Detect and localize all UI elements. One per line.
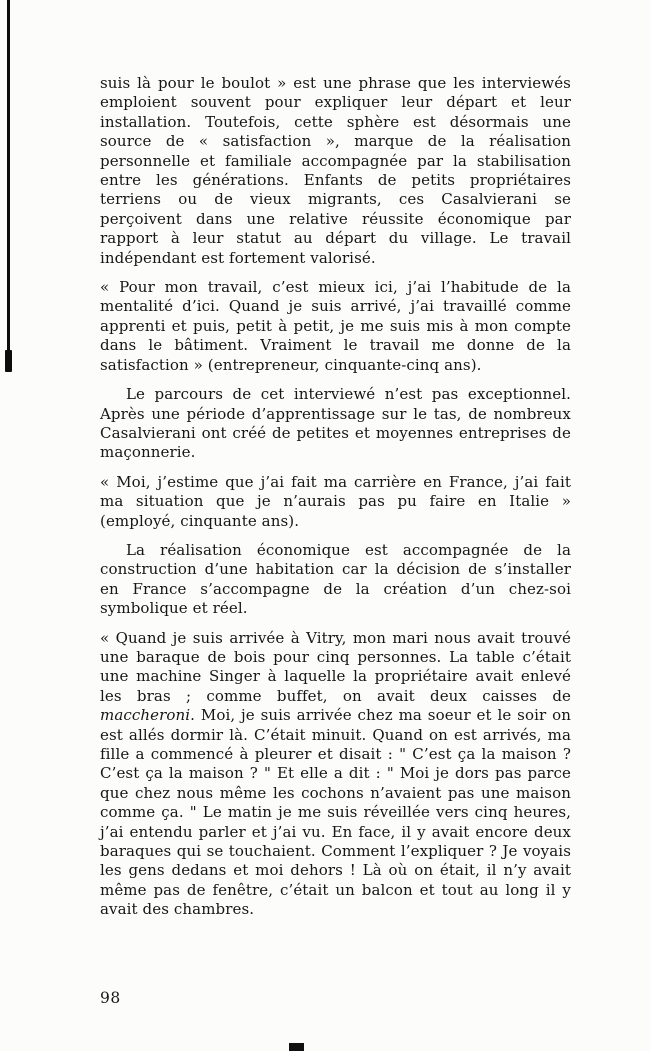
scan-artifact-bottom [289, 1043, 304, 1051]
block-quote-1: « Pour mon travail, c’est mieux ici, j’ai l’habitude de la mentalité d’ici. Quand je suis arrivé, j’ai travaillé comme apprenti et puis, petit à petit, je me suis mis à mon compte dans le bâtiment. Vraiment le travail me donne de la satisfaction » (entrepreneur, cinquante-cinq ans). [100, 278, 571, 374]
paragraph-1: suis là pour le boulot » est une phrase que les interviewés emploient souvent pour expliquer leur départ et leur installation. Toutefois, cette sphère est désormais une source de « satisfaction », marque de la réalisation personnelle et familiale accompagnée par la stabilisation entre les générations. Enfants de petits propriétaires terriens ou de vieux migrants, ces Casalvierani se perçoivent dans une relative réussite économique par rapport à leur statut au départ du village. Le travail indépendant est fortement valorisé. [100, 74, 571, 267]
quote-3-text-before: « Quand je suis arrivée à Vitry, mon mari nous avait trouvé une baraque de bois pour cinq personnes. La table c’était une machine Singer à laquelle la propriétaire avait enlevé les bras ; comme buffet, on avait deux caisses de [100, 628, 571, 705]
block-quote-3 [100, 629, 571, 920]
page-number: 98 [100, 989, 121, 1007]
scan-artifact-mark [5, 350, 12, 372]
text-column [100, 74, 571, 920]
italic-term: maccheroni [100, 706, 191, 725]
block-quote-2: « Moi, j’estime que j’ai fait ma carrière en France, j’ai fait ma situation que je n’aurais pas pu faire en Italie » (employé, cinquante ans). [100, 472, 571, 530]
paragraph-2: Le parcours de cet interviewé n’est pas exceptionnel. Après une période d’apprentissage sur le tas, de nombreux Casalvierani ont créé de petites et moyennes entreprises de maçonnerie. [100, 385, 571, 462]
quote-3-text-after: . Moi, je suis arrivée chez ma soeur et le soir on est allés dormir là. C’était minuit. Quand on est arrivés, ma fille a commencé à pleurer et disait : " C’est ça la maison ? C’est ça la maison ? " Et elle a dit : " Moi je dors pas parce que chez nous même les cochons n’avaient pas une maison comme ça. " Le matin je me suis réveillée vers cinq heures, j’ai entendu parler et j’ai vu. En face, il y avait encore deux baraques qui se touchaient. Comment l’expliquer ? Je voyais les gens dedans et moi dehors ! Là où on était, il n’y avait même pas de fenêtre, c’était un balcon et tout au long il y avait des chambres. [100, 706, 571, 919]
paragraph-3: La réalisation économique est accompagnée de la construction d’une habitation car la décision de s’installer en France s’accompagne de la création d’un chez-soi symbolique et réel. [100, 540, 571, 618]
scan-artifact-line [7, 0, 10, 352]
